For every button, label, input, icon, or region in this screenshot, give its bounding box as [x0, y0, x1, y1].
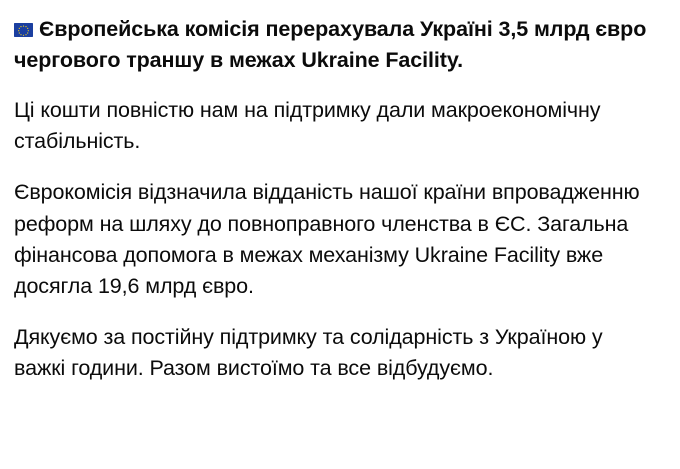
- headline-text: Європейська комісія перерахувала Україні 3,5 млрд євро чергового траншу в межах Ukraine Facility.: [14, 17, 647, 72]
- post-paragraph-3: Дякуємо за постійну підтримку та солідарність з Україною у важкі години. Разом вистоїмо та все відбудуємо.: [14, 325, 603, 381]
- post-headline: [14, 14, 658, 75]
- eu-flag-icon: [14, 23, 33, 37]
- post-paragraph-2: Єврокомісія відзначила відданість нашої країни впровадженню реформ на шляху до повноправного членства в ЄС. Загальна фінансова допомога в межах механізму Ukraine Facility вже досягла 19,6 млрд євро.: [14, 180, 640, 298]
- post-paragraph-1: Ці кошти повністю нам на підтримку дали макроекономічну стабільність.: [14, 98, 601, 154]
